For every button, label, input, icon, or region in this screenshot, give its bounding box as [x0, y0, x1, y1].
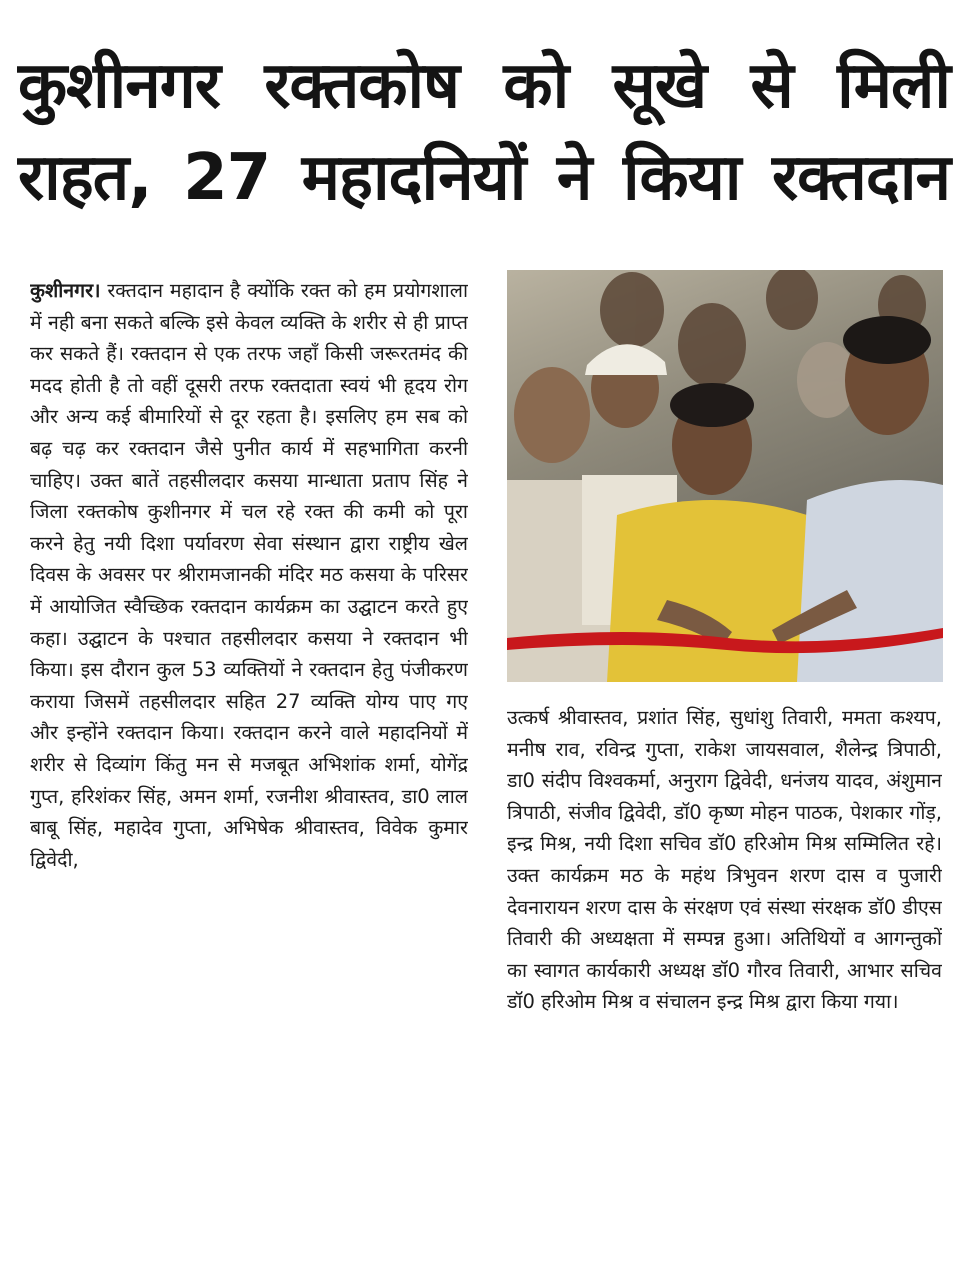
- dateline: कुशीनगर।: [30, 279, 101, 302]
- event-photo: [507, 270, 943, 682]
- article-right-text: उत्कर्ष श्रीवास्तव, प्रशांत सिंह, सुधांशु तिवारी, ममता कश्यप, मनीष राव, रविन्द्र गुप्ता, राकेश जायसवाल, शैलेन्द्र त्रिपाठी, डा0 संदीप विश्वकर्मा, अनुराग द्विवेदी, धनंजय यादव, अंशुमान त्रिपाठी, संजीव द्विवेदी, डॉ0 कृष्ण मोहन पाठक, पेशकार गोंड़, इन्द्र मिश्र, नयी दिशा सचिव डॉ0 हरिओम मिश्र सम्मिलित रहे। उक्त कार्यक्रम मठ के महंथ त्रिभुवन शरण दास व पुजारी देवनारायन शरण दास के संरक्षण एवं संस्था संरक्षक डॉ0 डीएस तिवारी की अध्यक्षता में सम्पन्न हुआ। अतिथियों व आगन्तुकों का स्वागत कार्यकारी अध्यक्ष डॉ0 गौरव तिवारी, आभार सचिव डॉ0 हरिओम मिश्र व संचालन इन्द्र मिश्र द्वारा किया गया।: [507, 706, 942, 1014]
- article-left-column: [30, 275, 468, 1255]
- headline: कुशीनगर रक्तकोष को सूखे से मिली राहत, 27 महादनियों ने किया रक्तदान: [18, 49, 950, 215]
- article-right-column: [507, 702, 942, 1262]
- ribbon-cutting-illustration: [507, 270, 943, 682]
- article-left-text: रक्तदान महादान है क्योंकि रक्त को हम प्रयोगशाला में नही बना सकते बल्कि इसे केवल व्यक्ति के शरीर से ही प्राप्त कर सकते हैं। रक्तदान से एक तरफ जहाँ किसी जरूरतमंद की मदद होती है तो वहीं दूसरी तरफ रक्तदाता स्वयं भी हृदय रोग और अन्य कई बीमारियों से दूर रहता है। इसलिए हम सब को बढ़ चढ़ कर रक्तदान जैसे पुनीत कार्य में सहभागिता करनी चाहिए। उक्त बातें तहसीलदार कसया मान्धाता प्रताप सिंह ने जिला रक्तकोष कुशीनगर में चल रहे रक्त की कमी को पूरा करने हेतु नयी दिशा पर्यावरण सेवा संस्थान द्वारा राष्ट्रीय खेल दिवस के अवसर पर श्रीरामजानकी मंदिर मठ कसया के परिसर में आयोजित स्वैच्छिक रक्तदान कार्यक्रम का उद्घाटन करते हुए कहा। उद्घाटन के पश्चात तहसीलदार कसया ने रक्तदान भी किया। इस दौरान कुल 53 व्यक्तियों ने रक्तदान हेतु पंजीकरण कराया जिसमें तहसीलदार सहित 27 व्यक्ति योग्य पाए गए और इन्होंने रक्तदान किया। रक्तदान करने वाले महादनियों में शरीर से दिव्यांग किंतु मन से मजबूत अभिशांक शर्मा, योगेंद्र गुप्त, हरिशंकर सिंह, अमन शर्मा, रजनीश श्रीवास्तव, डा0 लाल बाबू सिंह, महादेव गुप्ता, अभिषेक श्रीवास्तव, विवेक कुमार द्विवेदी,: [30, 279, 468, 871]
